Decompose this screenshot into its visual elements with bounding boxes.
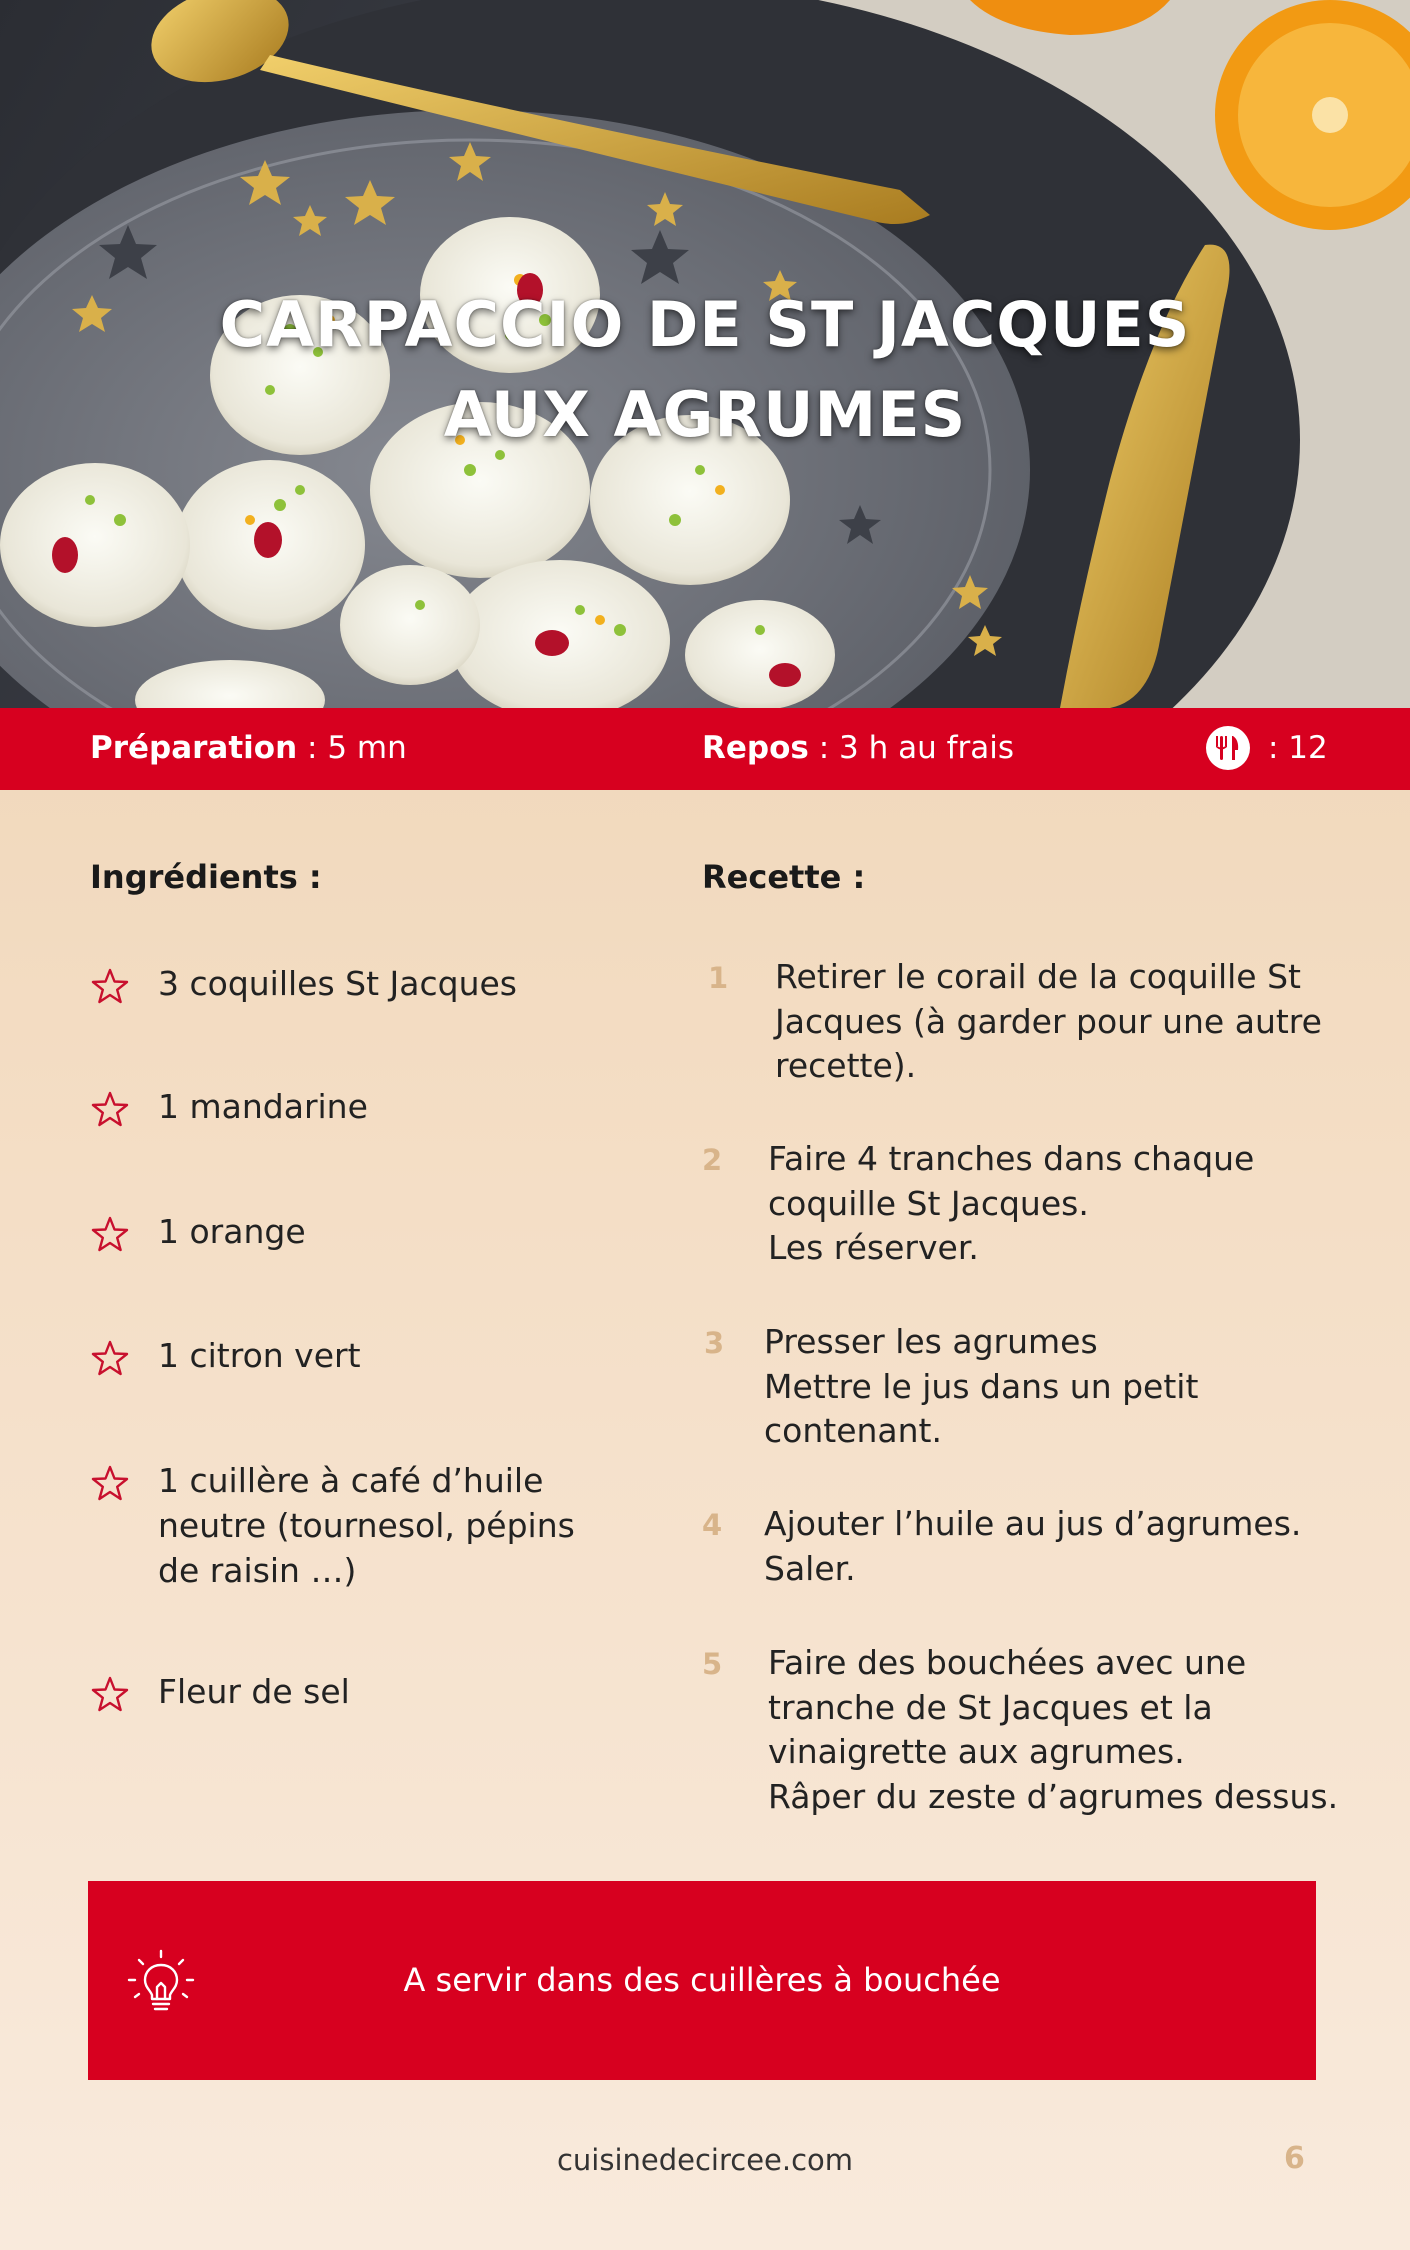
step-number: 1	[708, 961, 729, 995]
step-number: 3	[704, 1326, 725, 1360]
preparation-value: : 5 mn	[297, 730, 407, 766]
page-number: 6	[1284, 2141, 1305, 2176]
ingredient-text: 1 orange	[158, 1212, 306, 1251]
star-outline-icon	[90, 1090, 130, 1130]
rest-time	[702, 728, 1014, 768]
star-outline-icon	[90, 1464, 130, 1504]
fork-knife-icon	[1206, 726, 1250, 770]
recipe-heading: Recette :	[702, 858, 866, 896]
ingredient-text: Fleur de sel	[158, 1672, 350, 1711]
step-text: Presser les agrumes Mettre le jus dans un petit contenant.	[764, 1322, 1199, 1450]
rest-label: Repos	[702, 730, 809, 766]
star-outline-icon	[90, 1675, 130, 1715]
info-bar	[0, 708, 1410, 790]
footer-site: cuisinedecircee.com	[556, 2143, 854, 2177]
step-number: 4	[702, 1508, 723, 1542]
recipe-title-line-1: CARPACCIO DE ST JACQUES	[219, 288, 1191, 361]
rest-value: : 3 h au frais	[808, 730, 1014, 766]
step-text: Faire des bouchées avec une tranche de St Jacques et la vinaigrette aux agrumes. Râper du zeste d’agrumes dessus.	[768, 1643, 1339, 1816]
ingredients-heading: Ingrédients :	[90, 858, 322, 896]
ingredient-text: 3 coquilles St Jacques	[158, 964, 518, 1003]
star-outline-icon	[90, 967, 130, 1007]
recipe-title-line-2: AUX AGRUMES	[443, 378, 967, 451]
step-number: 2	[702, 1143, 723, 1177]
hero-photo	[0, 0, 1410, 708]
star-outline-icon	[90, 1215, 130, 1255]
tip-text: A servir dans des cuillères à bouchée	[403, 1961, 1001, 1999]
step-number: 5	[702, 1647, 723, 1681]
preparation-label: Préparation	[90, 730, 298, 766]
ingredient-text: 1 citron vert	[158, 1336, 361, 1375]
preparation-time	[90, 728, 407, 768]
step-text: Ajouter l’huile au jus d’agrumes. Saler.	[764, 1504, 1302, 1588]
servings-count: : 12	[1268, 730, 1328, 766]
ingredient-text: 1 mandarine	[158, 1087, 368, 1126]
star-outline-icon	[90, 1339, 130, 1379]
recipe-title	[0, 280, 1410, 460]
ingredient-text: 1 cuillère à café d’huile neutre (tournesol, pépins de raisin …)	[158, 1461, 575, 1590]
tip-box	[88, 1881, 1316, 2080]
step-text: Retirer le corail de la coquille St Jacques (à garder pour une autre recette).	[775, 957, 1322, 1085]
step-text: Faire 4 tranches dans chaque coquille St Jacques. Les réserver.	[768, 1139, 1255, 1267]
